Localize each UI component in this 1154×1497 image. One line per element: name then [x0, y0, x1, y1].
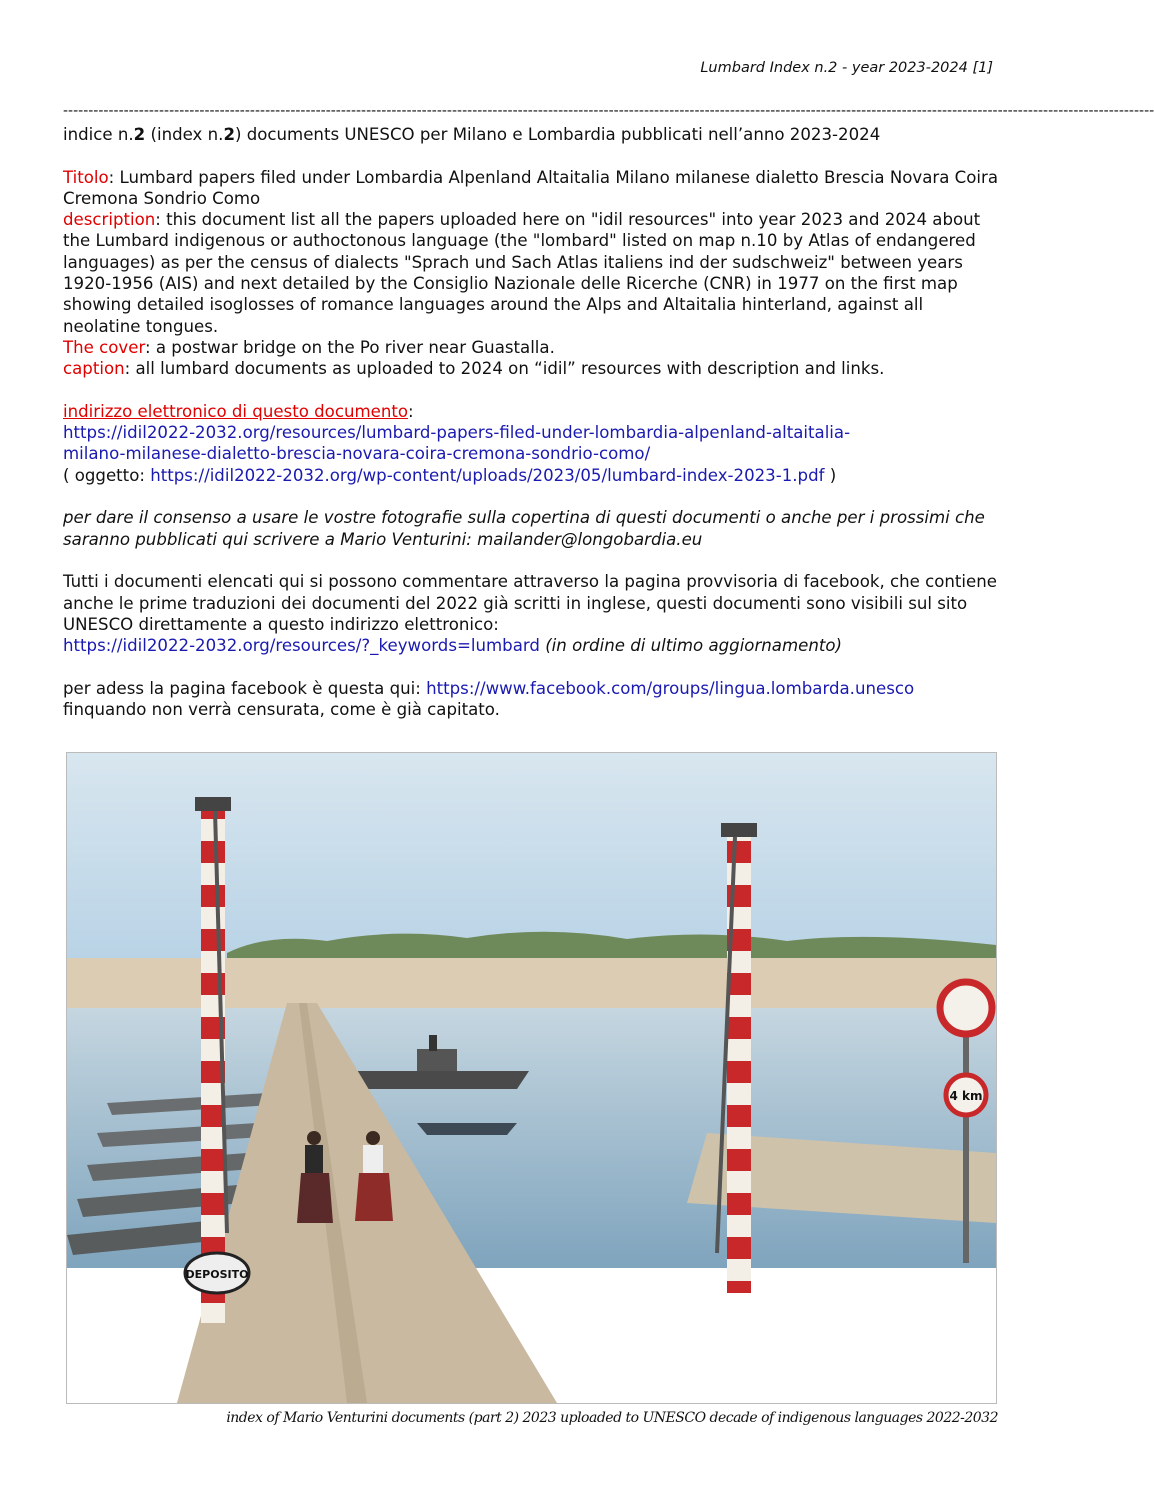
small-boat [417, 1123, 517, 1135]
footer-caption: index of Mario Venturini documents (part 2) 2023 uploaded to UNESCO decade of indigenous languages 2022-2032 [226, 1410, 998, 1426]
address-label: indirizzo elettronico di questo documento [63, 401, 409, 421]
intro-index-number: 2 [133, 125, 146, 144]
cover-text: : a postwar bridge on the Po river near Guastalla. [144, 337, 555, 357]
object-line [63, 465, 998, 486]
speed-sign-text: 4 km [949, 1089, 983, 1103]
cover-photo [66, 752, 997, 1404]
intro-part2: (index n. [145, 125, 224, 144]
document-body [63, 124, 998, 720]
cover-paragraph [63, 337, 998, 358]
intro-index-number-en: 2 [223, 125, 235, 144]
intro-line [63, 124, 998, 145]
address-heading [63, 401, 998, 422]
caption-label: caption [63, 359, 125, 379]
caption-paragraph [63, 358, 998, 379]
intro-part1: indice n. [63, 125, 134, 144]
address-colon: : [408, 401, 414, 421]
facebook-prefix: per adess la pagina facebook è questa qui: [63, 678, 427, 698]
cover-label: The cover [63, 337, 145, 357]
consent-paragraph: per dare il consenso a usare le vostre fotografie sulla copertina di questi documenti o anche per i prossimi che saranno pubblicati qui scrivere a Mario Venturini: mailander@longobardia.eu [63, 508, 985, 549]
object-url-link[interactable]: https://idil2022-2032.org/wp-content/uploads/2023/05/lumbard-index-2023-1.pdf [150, 465, 825, 485]
document-url-line2[interactable]: milano-milanese-dialetto-brescia-novara-coira-cremona-sondrio-como/ [63, 444, 651, 464]
caption-text: : all lumbard documents as uploaded to 2024 on “idil” resources with description and links. [124, 359, 885, 379]
intro-part3: ) documents UNESCO per Milano e Lombardia pubblicati nell’anno 2023-2024 [234, 125, 881, 144]
separator-line: ------------------------------------------------------------------------------------------------------------------------------------------------------------------------------------------------------------------------ [63, 103, 1154, 119]
resources-url-link[interactable]: https://idil2022-2032.org/resources/?_keywords=lumbard [63, 636, 540, 656]
description-paragraph [63, 209, 998, 337]
object-prefix: ( oggetto: [63, 465, 151, 485]
titolo-label: Titolo [63, 167, 109, 187]
running-header: Lumbard Index n.2 - year 2023-2024 [1] [700, 60, 993, 76]
document-url-line1[interactable]: https://idil2022-2032.org/resources/lumbard-papers-filed-under-lombardia-alpenland-altaitalia- [63, 423, 851, 443]
titolo-text: : Lumbard papers filed under Lombardia Alpenland Altaitalia Milano milanese dialetto Brescia Novara Coira Cremona Sondrio Como [63, 167, 999, 208]
object-suffix: ) [824, 465, 837, 485]
titolo-paragraph [63, 167, 998, 210]
document-url[interactable] [63, 422, 998, 465]
resources-url-note: (in ordine di ultimo aggiornamento) [539, 636, 842, 656]
description-text: : this document list all the papers uploaded here on "idil resources" into year 2023 and 2024 about the Lumbard indigenous or authoctonous language (the "lombard" listed on map n.10 by Atlas of endangered languages) as per the census of dialects "Sprach und Sach Atlas italiens ind der sudschweiz" between years 1920-1956 (AIS) and next detailed by the Consiglio Nazionale delle Ricerche (CNR) in 1977 on the first map showing detailed isoglosses of romance languages around the Alps and Altaitalia hinterland, against all neolatine tongues. [63, 210, 981, 336]
facebook-line [63, 678, 998, 699]
deposito-sign-text: DEPOSITO [185, 1268, 249, 1281]
facebook-url-link[interactable]: https://www.facebook.com/groups/lingua.lombarda.unesco [426, 678, 915, 698]
facebook-suffix: finquando non verrà censurata, come è già capitato. [63, 700, 500, 720]
deposito-sign [185, 1253, 249, 1293]
comments-url-line [63, 635, 998, 656]
pontoon-bridge-illustration [67, 753, 996, 1403]
comments-paragraph: Tutti i documenti elencati qui si possono commentare attraverso la pagina provvisoria di facebook, che contiene anche le prime traduzioni dei documenti del 2022 già scritti in inglese, questi documenti sono visibili sul sito UNESCO direttamente a questo indirizzo elettronico: [63, 572, 997, 634]
description-label: description [63, 210, 156, 230]
